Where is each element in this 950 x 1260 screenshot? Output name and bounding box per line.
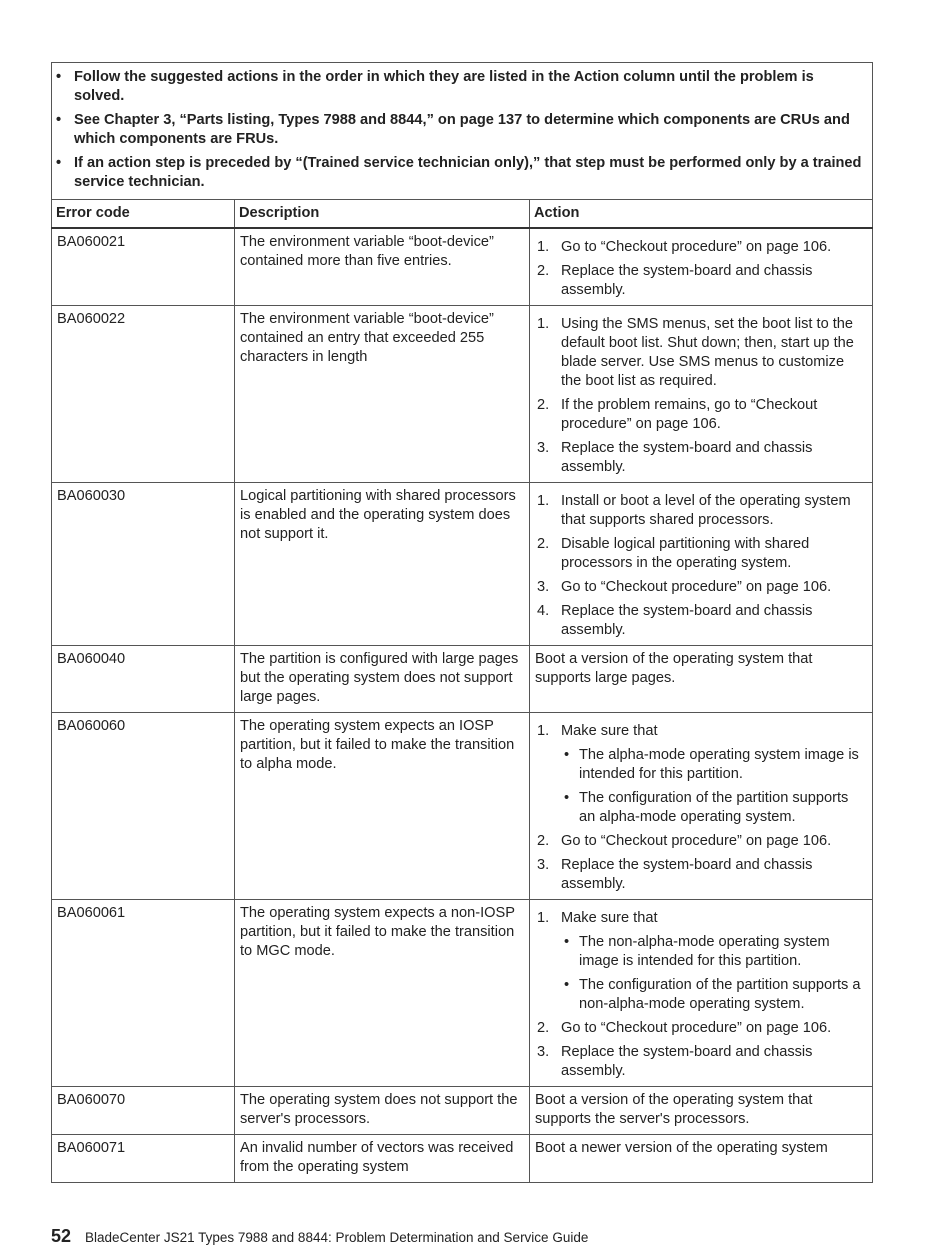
table-row [52, 646, 873, 713]
action-steps-list [535, 909, 867, 1081]
step-number: 1. [537, 493, 550, 509]
action-step [535, 262, 867, 300]
table-row [52, 1135, 873, 1183]
step-text: Disable logical partitioning with shared processors in the operating system. [561, 536, 810, 571]
error-code-table [51, 62, 873, 1183]
error-code-cell: BA060061 [52, 900, 235, 1087]
action-steps-list [535, 315, 867, 477]
action-step [535, 722, 867, 827]
page-number: 52 [51, 1226, 72, 1246]
description-cell: The partition is configured with large pages but the operating system does not support large pages. [235, 646, 530, 713]
action-steps-list [535, 492, 867, 640]
sub-step: • The non-alpha-mode operating system image is intended for this partition. [561, 933, 867, 971]
error-code-cell: BA060060 [52, 713, 235, 900]
action-step [535, 238, 867, 257]
footer-title: BladeCenter JS21 Types 7988 and 8844: Problem Determination and Service Guide [85, 1230, 589, 1245]
step-number: 2. [537, 1020, 550, 1036]
step-text: Install or boot a level of the operating system that supports shared processors. [561, 493, 851, 528]
description-cell: The operating system expects an IOSP partition, but it failed to make the transition to alpha mode. [235, 713, 530, 900]
sub-step: • The alpha-mode operating system image is intended for this partition. [561, 746, 867, 784]
step-text: Go to “Checkout procedure” on page 106. [561, 579, 832, 595]
notes-list [56, 68, 866, 192]
step-number: 1. [537, 239, 550, 255]
action-step [535, 1043, 867, 1081]
step-number: 1. [537, 723, 550, 739]
action-step [535, 909, 867, 1014]
error-code-cell: BA060021 [52, 228, 235, 306]
note-item: • If an action step is preceded by “(Trained service technician only),” that step must be performed only by a trained service technician. [56, 154, 866, 192]
step-text: Replace the system-board and chassis assembly. [561, 1044, 813, 1079]
table-row [52, 1087, 873, 1135]
note-item: • See Chapter 3, “Parts listing, Types 7988 and 8844,” on page 137 to determine which components are CRUs and which components are FRUs. [56, 111, 866, 149]
step-text: Go to “Checkout procedure” on page 106. [561, 1020, 832, 1036]
header-description: Description [235, 200, 530, 229]
action-step [535, 439, 867, 477]
step-number: 2. [537, 263, 550, 279]
step-text: Go to “Checkout procedure” on page 106. [561, 833, 832, 849]
description-cell: The environment variable “boot-device” contained an entry that exceeded 255 characters in length [235, 306, 530, 483]
step-number: 4. [537, 603, 550, 619]
step-text: Make sure that [561, 723, 658, 739]
action-cell: Boot a version of the operating system that supports large pages. [530, 646, 873, 713]
step-number: 2. [537, 833, 550, 849]
action-cell [530, 306, 873, 483]
action-step [535, 1019, 867, 1038]
step-number: 1. [537, 910, 550, 926]
action-steps-list [535, 722, 867, 894]
error-code-cell: BA060071 [52, 1135, 235, 1183]
step-text: If the problem remains, go to “Checkout procedure” on page 106. [561, 397, 818, 432]
header-action: Action [530, 200, 873, 229]
step-text: Replace the system-board and chassis assembly. [561, 603, 813, 638]
notes-cell [52, 63, 873, 200]
action-step [535, 396, 867, 434]
sub-steps-list [561, 746, 867, 827]
action-cell: Boot a version of the operating system that supports the server's processors. [530, 1087, 873, 1135]
error-code-cell: BA060040 [52, 646, 235, 713]
header-row [52, 200, 873, 229]
notes-row [52, 63, 873, 200]
step-number: 3. [537, 440, 550, 456]
action-step [535, 856, 867, 894]
action-step [535, 832, 867, 851]
action-step [535, 602, 867, 640]
action-step [535, 315, 867, 391]
step-text: Replace the system-board and chassis assembly. [561, 263, 813, 298]
action-step [535, 578, 867, 597]
action-steps-list [535, 238, 867, 300]
error-code-cell: BA060022 [52, 306, 235, 483]
sub-step: • The configuration of the partition supports an alpha-mode operating system. [561, 789, 867, 827]
action-cell: Boot a newer version of the operating system [530, 1135, 873, 1183]
error-code-cell: BA060070 [52, 1087, 235, 1135]
header-error-code: Error code [52, 200, 235, 229]
note-item: • Follow the suggested actions in the order in which they are listed in the Action column until the problem is solved. [56, 68, 866, 106]
action-cell [530, 900, 873, 1087]
step-text: Replace the system-board and chassis assembly. [561, 440, 813, 475]
sub-step: • The configuration of the partition supports a non-alpha-mode operating system. [561, 976, 867, 1014]
step-number: 3. [537, 579, 550, 595]
table-row [52, 228, 873, 306]
description-cell: The environment variable “boot-device” contained more than five entries. [235, 228, 530, 306]
action-step [535, 492, 867, 530]
table-row [52, 306, 873, 483]
table-row [52, 713, 873, 900]
step-number: 3. [537, 1044, 550, 1060]
action-step [535, 535, 867, 573]
table-row [52, 483, 873, 646]
sub-steps-list [561, 933, 867, 1014]
step-text: Make sure that [561, 910, 658, 926]
step-text: Go to “Checkout procedure” on page 106. [561, 239, 832, 255]
action-cell [530, 483, 873, 646]
description-cell: Logical partitioning with shared processors is enabled and the operating system does not support it. [235, 483, 530, 646]
action-cell [530, 228, 873, 306]
step-number: 2. [537, 397, 550, 413]
step-text: Using the SMS menus, set the boot list to the default boot list. Shut down; then, start up the blade server. Use SMS menus to customize the boot list as required. [561, 316, 854, 389]
step-number: 2. [537, 536, 550, 552]
description-cell: An invalid number of vectors was received from the operating system [235, 1135, 530, 1183]
description-cell: The operating system does not support the server's processors. [235, 1087, 530, 1135]
step-number: 3. [537, 857, 550, 873]
error-code-cell: BA060030 [52, 483, 235, 646]
step-number: 1. [537, 316, 550, 332]
step-text: Replace the system-board and chassis assembly. [561, 857, 813, 892]
description-cell: The operating system expects a non-IOSP partition, but it failed to make the transition to MGC mode. [235, 900, 530, 1087]
page-footer [51, 1226, 588, 1247]
table-row [52, 900, 873, 1087]
action-cell [530, 713, 873, 900]
